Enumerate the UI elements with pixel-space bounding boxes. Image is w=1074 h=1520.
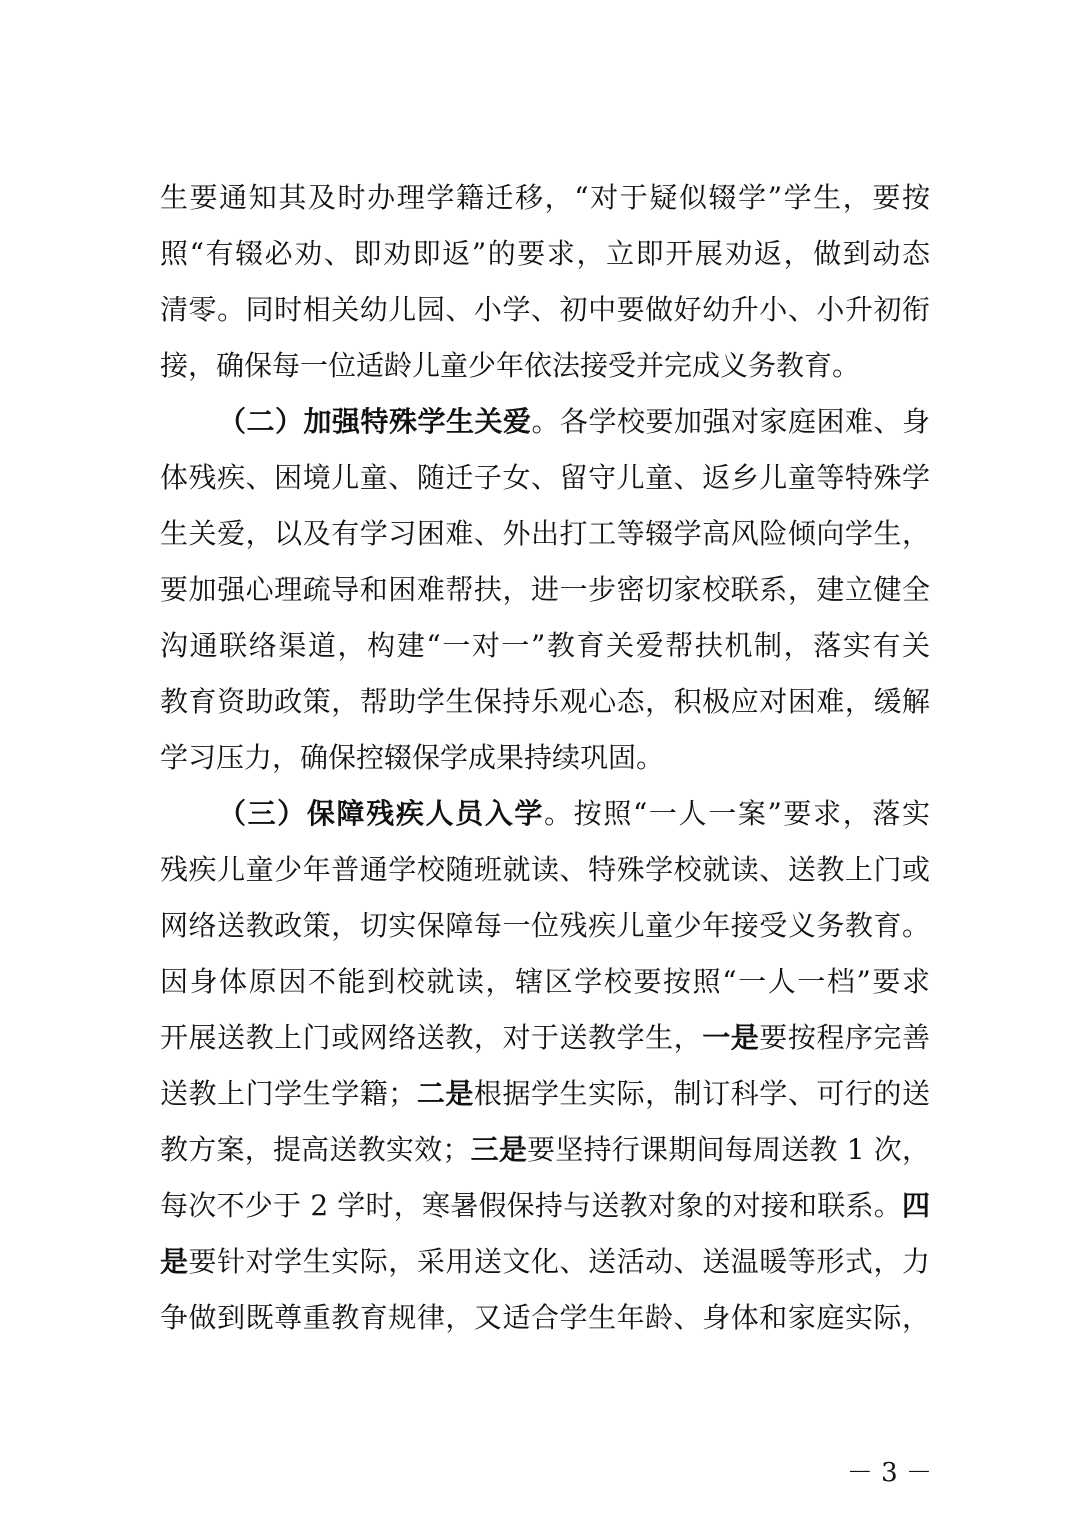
paragraph-line <box>160 234 930 274</box>
paragraph-line <box>160 682 930 722</box>
paragraph-line <box>160 626 930 666</box>
text-run: 。按照“一人一案”要求，落实 <box>544 797 930 830</box>
page-number: － 3 － <box>846 1458 932 1488</box>
paragraph-line <box>160 1074 930 1114</box>
list-marker: 四 <box>901 1189 930 1222</box>
text-run: 每次不少于 2 学时，寒暑假保持与送教对象的对接和联系。 <box>160 1189 902 1222</box>
text-run: 开展送教上门或网络送教，对于送教学生， <box>160 1021 703 1054</box>
paragraph-line <box>160 570 930 610</box>
text-run: 。各学校要加强对家庭困难、身 <box>531 405 930 438</box>
list-marker: 一是 <box>702 1021 760 1054</box>
paragraph-line <box>218 402 930 442</box>
text-run: 清零。同时相关幼儿园、小学、初中要做好幼升小、小升初衔 <box>160 293 930 326</box>
paragraph-line <box>160 178 930 218</box>
text-run: 残疾儿童少年普通学校随班就读、特殊学校就读、送教上门或 <box>160 853 930 886</box>
paragraph-line <box>160 850 930 890</box>
text-run: 争做到既尊重教育规律，又适合学生年龄、身体和家庭实际， <box>160 1301 930 1334</box>
text-run: 教育资助政策，帮助学生保持乐观心态，积极应对困难，缓解 <box>160 685 930 718</box>
text-run: 学习压力，确保控辍保学成果持续巩固。 <box>160 741 665 774</box>
paragraph-line <box>160 1186 930 1226</box>
text-run: 要针对学生实际，采用送文化、送活动、送温暖等形式，力 <box>188 1245 930 1278</box>
text-run: 送教上门学生学籍； <box>160 1077 417 1110</box>
text-run: 要加强心理疏导和困难帮扶，进一步密切家校联系，建立健全 <box>160 573 930 606</box>
text-run: 接，确保每一位适龄儿童少年依法接受并完成义务教育。 <box>160 349 861 382</box>
text-run: 要按程序完善 <box>759 1021 930 1054</box>
list-marker: 二是 <box>416 1077 474 1110</box>
paragraph-line <box>160 738 930 778</box>
section-heading: （三）保障残疾人员入学 <box>218 797 545 830</box>
paragraph-line <box>160 290 930 330</box>
paragraph-line <box>160 1018 930 1058</box>
paragraph-line <box>160 1298 930 1338</box>
text-run: 照“有辍必劝、即劝即返”的要求，立即开展劝返，做到动态 <box>160 237 930 270</box>
text-run: 因身体原因不能到校就读，辖区学校要按照“一人一档”要求 <box>160 965 930 998</box>
paragraph-line <box>160 1130 930 1170</box>
paragraph-line <box>160 1242 930 1282</box>
text-run: 生关爱，以及有学习困难、外出打工等辍学高风险倾向学生， <box>160 517 930 550</box>
text-run: 根据学生实际，制订科学、可行的送 <box>473 1077 930 1110</box>
text-run: 要坚持行课期间每周送教 1 次， <box>527 1133 930 1166</box>
text-run: 生要通知其及时办理学籍迁移，“对于疑似辍学”学生，要按 <box>160 181 930 214</box>
section-heading: （二）加强特殊学生关爱 <box>218 405 532 438</box>
paragraph-line <box>160 962 930 1002</box>
paragraph-line <box>160 514 930 554</box>
paragraph-line <box>218 794 930 834</box>
paragraph-line <box>160 346 930 386</box>
paragraph-line <box>160 906 930 946</box>
text-run: 体残疾、困境儿童、随迁子女、留守儿童、返乡儿童等特殊学 <box>160 461 930 494</box>
text-run: 教方案，提高送教实效； <box>160 1133 471 1166</box>
paragraph-line <box>160 458 930 498</box>
text-run: 网络送教政策，切实保障每一位残疾儿童少年接受义务教育。 <box>160 909 930 942</box>
text-run: 沟通联络渠道，构建“一对一”教育关爱帮扶机制，落实有关 <box>160 629 930 662</box>
list-marker: 三是 <box>470 1133 528 1166</box>
list-marker: 是 <box>160 1245 189 1278</box>
